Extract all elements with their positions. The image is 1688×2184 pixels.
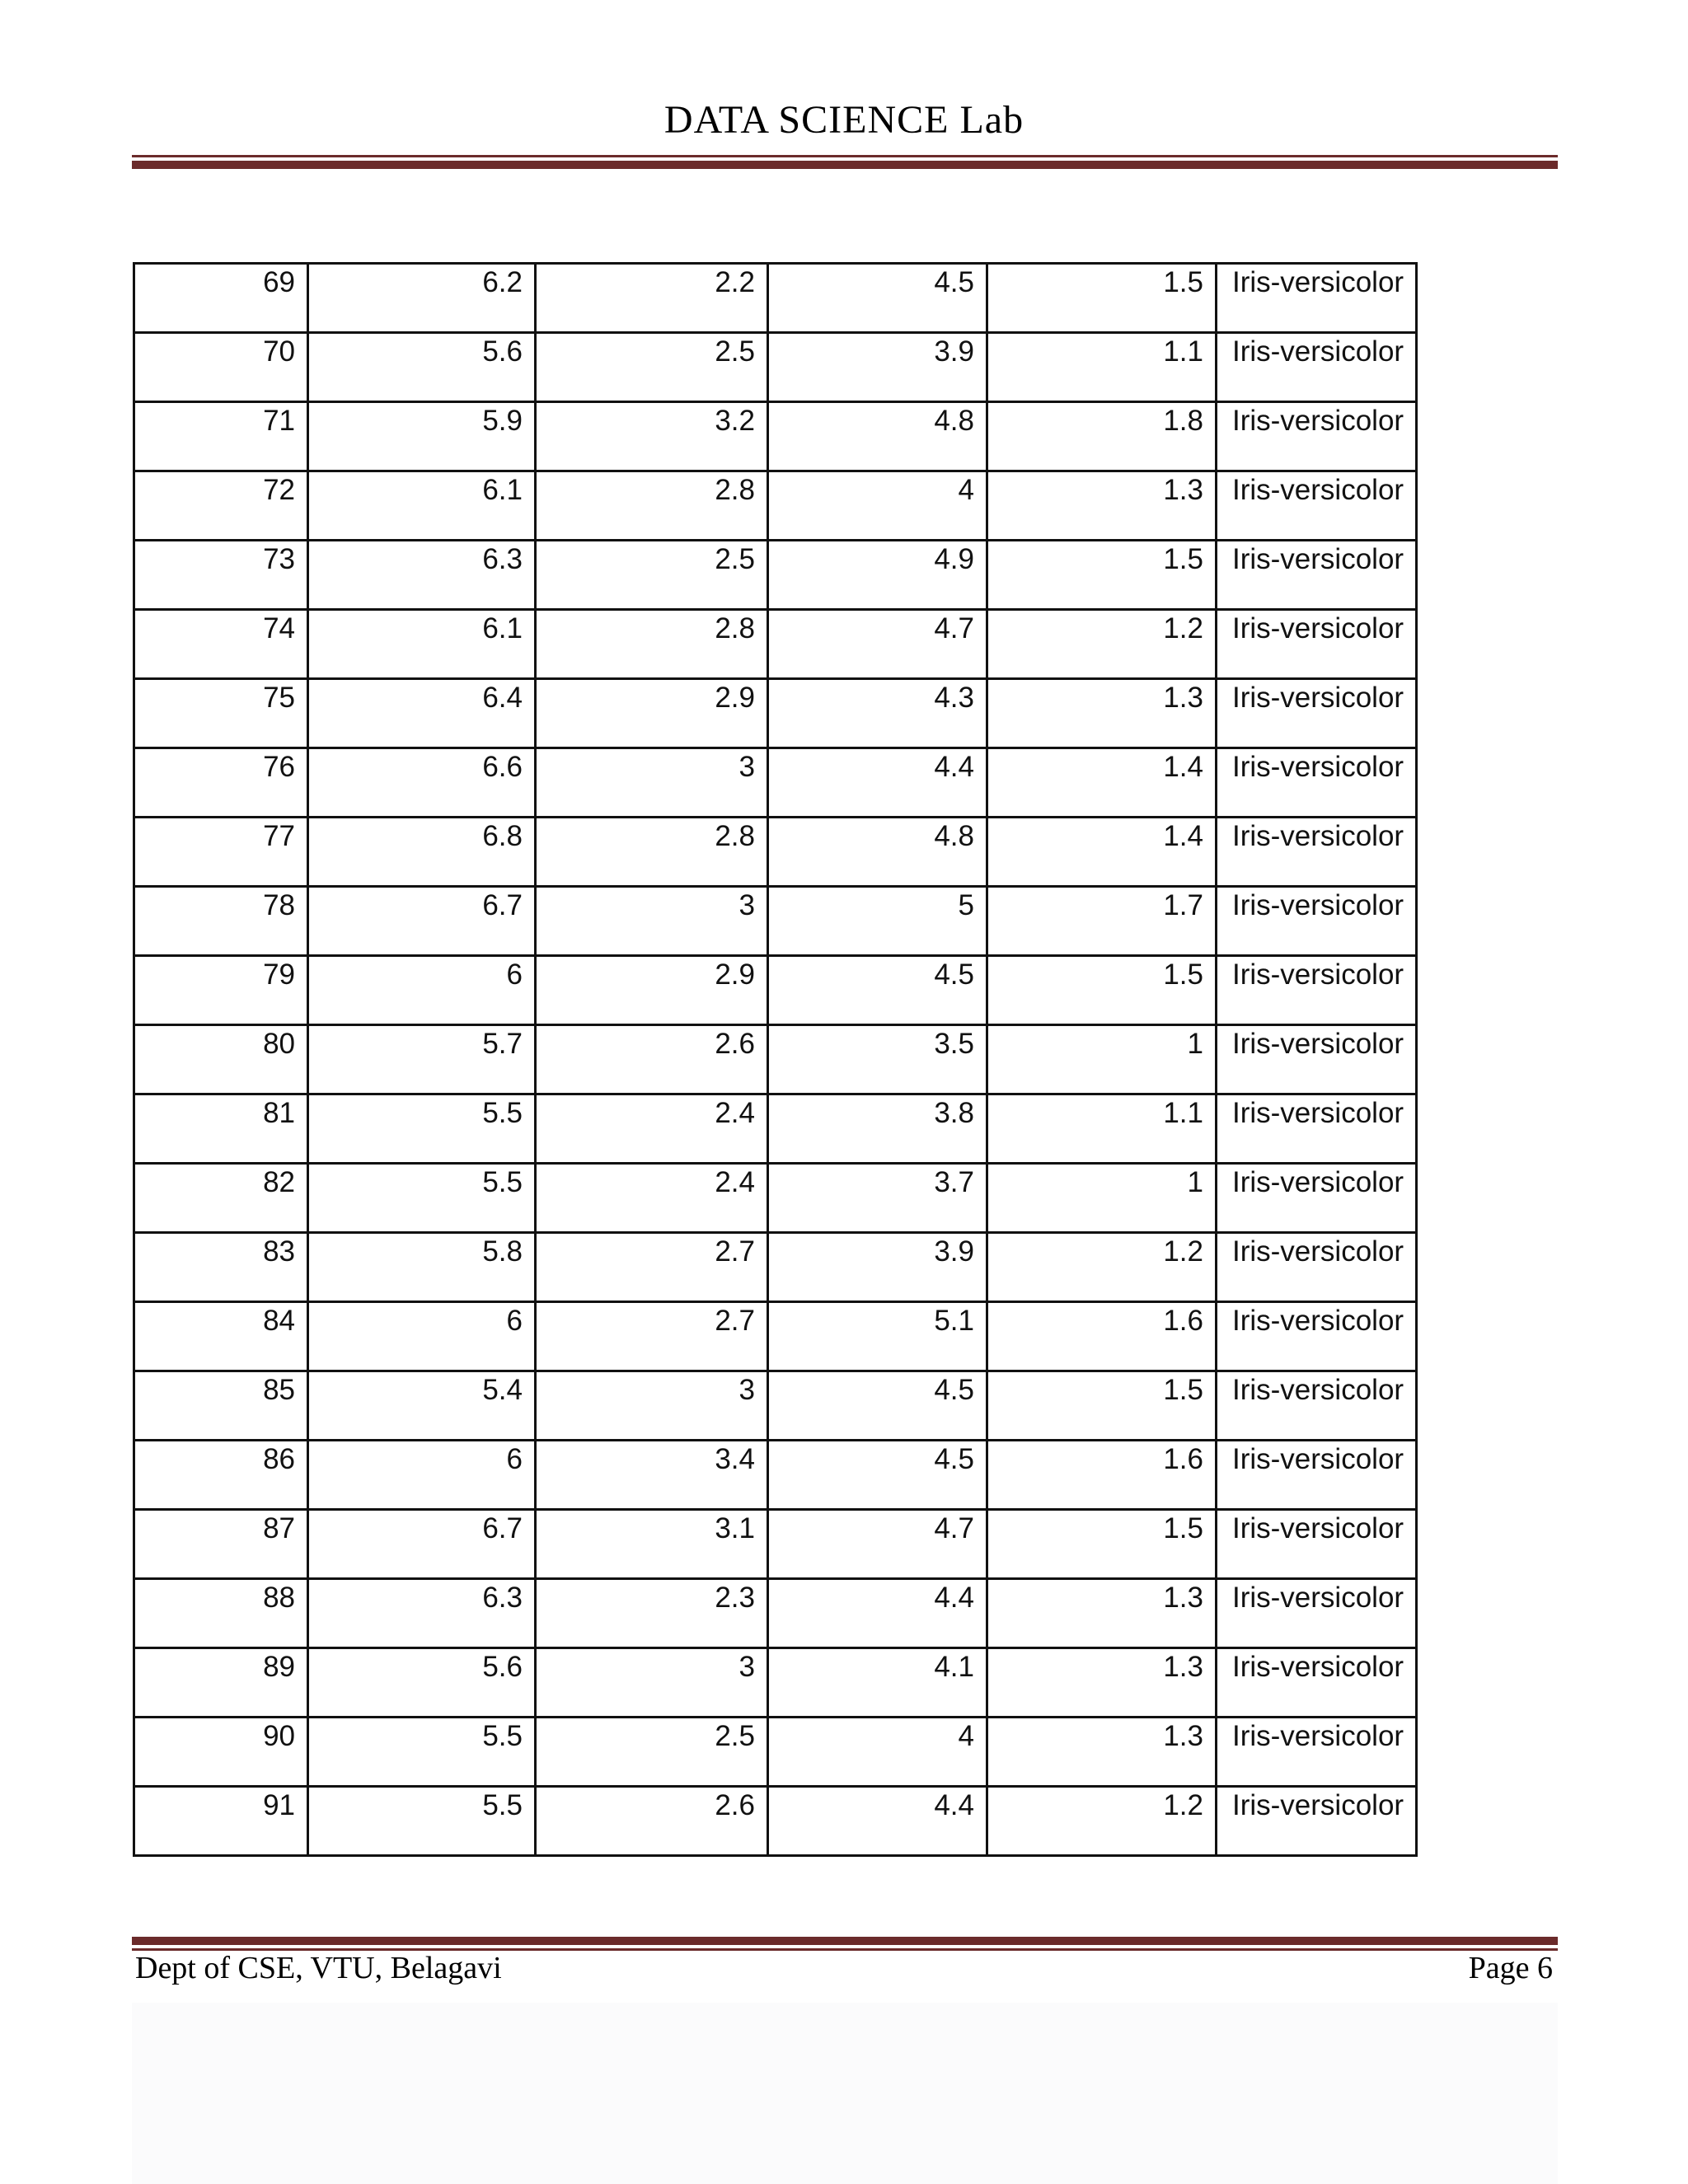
table-row	[134, 748, 1417, 818]
table-row	[134, 1648, 1417, 1718]
species-cell: Iris-versicolor	[1217, 333, 1417, 402]
species-cell: Iris-versicolor	[1217, 1094, 1417, 1164]
petal-length-cell: 4	[768, 471, 987, 541]
row-id-cell: 71	[134, 402, 308, 471]
row-id-cell: 75	[134, 679, 308, 748]
species-cell: Iris-versicolor	[1217, 471, 1417, 541]
sepal-length-cell: 5.9	[308, 402, 536, 471]
sepal-length-cell: 6.1	[308, 471, 536, 541]
petal-width-cell: 1.6	[987, 1441, 1217, 1510]
species-cell: Iris-versicolor	[1217, 1510, 1417, 1579]
species-cell: Iris-versicolor	[1217, 1302, 1417, 1371]
sepal-length-cell: 5.6	[308, 1648, 536, 1718]
petal-width-cell: 1.5	[987, 1510, 1217, 1579]
species-cell: Iris-versicolor	[1217, 818, 1417, 887]
petal-length-cell: 4.5	[768, 264, 987, 333]
sepal-width-cell: 2.4	[536, 1164, 768, 1233]
sepal-width-cell: 3	[536, 1648, 768, 1718]
sepal-length-cell: 6.3	[308, 541, 536, 610]
species-cell: Iris-versicolor	[1217, 887, 1417, 956]
row-id-cell: 91	[134, 1787, 308, 1856]
sepal-width-cell: 2.9	[536, 956, 768, 1025]
table-row	[134, 333, 1417, 402]
sepal-length-cell: 6.1	[308, 610, 536, 679]
petal-width-cell: 1.4	[987, 818, 1217, 887]
petal-length-cell: 5.1	[768, 1302, 987, 1371]
sepal-length-cell: 6.3	[308, 1579, 536, 1648]
table-row	[134, 1371, 1417, 1441]
petal-length-cell: 4.7	[768, 1510, 987, 1579]
sepal-length-cell: 6.7	[308, 1510, 536, 1579]
species-cell: Iris-versicolor	[1217, 679, 1417, 748]
sepal-width-cell: 3	[536, 1371, 768, 1441]
petal-length-cell: 4.8	[768, 818, 987, 887]
sepal-length-cell: 5.5	[308, 1787, 536, 1856]
sepal-length-cell: 5.7	[308, 1025, 536, 1094]
sepal-length-cell: 6	[308, 1302, 536, 1371]
sepal-width-cell: 2.6	[536, 1787, 768, 1856]
sepal-width-cell: 2.5	[536, 541, 768, 610]
footer-department: Dept of CSE, VTU, Belagavi	[135, 1951, 502, 1985]
row-id-cell: 83	[134, 1233, 308, 1302]
table-row	[134, 610, 1417, 679]
petal-width-cell: 1.3	[987, 679, 1217, 748]
petal-length-cell: 4.4	[768, 1787, 987, 1856]
table-row	[134, 1718, 1417, 1787]
sepal-length-cell: 5.5	[308, 1164, 536, 1233]
table-row	[134, 679, 1417, 748]
table-row	[134, 1579, 1417, 1648]
row-id-cell: 84	[134, 1302, 308, 1371]
petal-length-cell: 4.7	[768, 610, 987, 679]
row-id-cell: 81	[134, 1094, 308, 1164]
petal-length-cell: 3.9	[768, 333, 987, 402]
species-cell: Iris-versicolor	[1217, 1371, 1417, 1441]
petal-length-cell: 4.5	[768, 1371, 987, 1441]
petal-length-cell: 3.5	[768, 1025, 987, 1094]
sepal-width-cell: 2.8	[536, 818, 768, 887]
table-row	[134, 541, 1417, 610]
petal-length-cell: 4.1	[768, 1648, 987, 1718]
table-row	[134, 1441, 1417, 1510]
row-id-cell: 77	[134, 818, 308, 887]
footer-page-number: Page 6	[1468, 1951, 1553, 1985]
sepal-width-cell: 3	[536, 748, 768, 818]
sepal-width-cell: 2.7	[536, 1233, 768, 1302]
petal-length-cell: 4.9	[768, 541, 987, 610]
row-id-cell: 72	[134, 471, 308, 541]
row-id-cell: 82	[134, 1164, 308, 1233]
species-cell: Iris-versicolor	[1217, 1579, 1417, 1648]
petal-width-cell: 1.8	[987, 402, 1217, 471]
table-row	[134, 402, 1417, 471]
species-cell: Iris-versicolor	[1217, 1025, 1417, 1094]
sepal-width-cell: 2.4	[536, 1094, 768, 1164]
sepal-length-cell: 5.5	[308, 1718, 536, 1787]
sepal-length-cell: 6.6	[308, 748, 536, 818]
species-cell: Iris-versicolor	[1217, 1787, 1417, 1856]
row-id-cell: 90	[134, 1718, 308, 1787]
species-cell: Iris-versicolor	[1217, 1164, 1417, 1233]
species-cell: Iris-versicolor	[1217, 541, 1417, 610]
petal-width-cell: 1.3	[987, 1579, 1217, 1648]
sepal-length-cell: 6.7	[308, 887, 536, 956]
species-cell: Iris-versicolor	[1217, 1648, 1417, 1718]
header-divider	[132, 155, 1558, 169]
petal-length-cell: 4.3	[768, 679, 987, 748]
row-id-cell: 80	[134, 1025, 308, 1094]
sepal-length-cell: 5.5	[308, 1094, 536, 1164]
sepal-width-cell: 2.8	[536, 610, 768, 679]
petal-width-cell: 1.3	[987, 471, 1217, 541]
row-id-cell: 88	[134, 1579, 308, 1648]
sepal-width-cell: 3	[536, 887, 768, 956]
sepal-length-cell: 6.4	[308, 679, 536, 748]
row-id-cell: 78	[134, 887, 308, 956]
species-cell: Iris-versicolor	[1217, 1718, 1417, 1787]
petal-width-cell: 1.5	[987, 541, 1217, 610]
petal-length-cell: 4.5	[768, 1441, 987, 1510]
petal-width-cell: 1.1	[987, 1094, 1217, 1164]
petal-width-cell: 1.6	[987, 1302, 1217, 1371]
sepal-width-cell: 2.6	[536, 1025, 768, 1094]
species-cell: Iris-versicolor	[1217, 1233, 1417, 1302]
petal-length-cell: 4.8	[768, 402, 987, 471]
petal-length-cell: 3.7	[768, 1164, 987, 1233]
petal-width-cell: 1.3	[987, 1648, 1217, 1718]
petal-length-cell: 4	[768, 1718, 987, 1787]
table-row	[134, 1164, 1417, 1233]
species-cell: Iris-versicolor	[1217, 1441, 1417, 1510]
row-id-cell: 87	[134, 1510, 308, 1579]
sepal-length-cell: 5.8	[308, 1233, 536, 1302]
page-bottom-margin	[132, 2003, 1558, 2184]
sepal-width-cell: 3.2	[536, 402, 768, 471]
row-id-cell: 69	[134, 264, 308, 333]
petal-length-cell: 4.5	[768, 956, 987, 1025]
sepal-width-cell: 2.7	[536, 1302, 768, 1371]
petal-length-cell: 3.8	[768, 1094, 987, 1164]
row-id-cell: 74	[134, 610, 308, 679]
table-row	[134, 471, 1417, 541]
table-row	[134, 956, 1417, 1025]
petal-width-cell: 1.2	[987, 610, 1217, 679]
sepal-length-cell: 6.2	[308, 264, 536, 333]
petal-width-cell: 1.3	[987, 1718, 1217, 1787]
species-cell: Iris-versicolor	[1217, 610, 1417, 679]
row-id-cell: 86	[134, 1441, 308, 1510]
petal-width-cell: 1.5	[987, 956, 1217, 1025]
petal-width-cell: 1	[987, 1164, 1217, 1233]
sepal-length-cell: 6	[308, 956, 536, 1025]
petal-width-cell: 1.2	[987, 1787, 1217, 1856]
species-cell: Iris-versicolor	[1217, 956, 1417, 1025]
petal-length-cell: 4.4	[768, 1579, 987, 1648]
table-row	[134, 1787, 1417, 1856]
table-row	[134, 1025, 1417, 1094]
sepal-width-cell: 3.1	[536, 1510, 768, 1579]
species-cell: Iris-versicolor	[1217, 264, 1417, 333]
row-id-cell: 70	[134, 333, 308, 402]
sepal-width-cell: 2.9	[536, 679, 768, 748]
sepal-length-cell: 5.6	[308, 333, 536, 402]
petal-width-cell: 1.4	[987, 748, 1217, 818]
row-id-cell: 76	[134, 748, 308, 818]
table-row	[134, 1510, 1417, 1579]
row-id-cell: 79	[134, 956, 308, 1025]
petal-width-cell: 1.5	[987, 1371, 1217, 1441]
species-cell: Iris-versicolor	[1217, 402, 1417, 471]
petal-length-cell: 4.4	[768, 748, 987, 818]
petal-width-cell: 1.1	[987, 333, 1217, 402]
iris-data-table	[133, 262, 1418, 1857]
row-id-cell: 85	[134, 1371, 308, 1441]
petal-width-cell: 1.2	[987, 1233, 1217, 1302]
petal-width-cell: 1.7	[987, 887, 1217, 956]
sepal-length-cell: 6	[308, 1441, 536, 1510]
row-id-cell: 89	[134, 1648, 308, 1718]
table-row	[134, 1233, 1417, 1302]
petal-length-cell: 5	[768, 887, 987, 956]
petal-width-cell: 1	[987, 1025, 1217, 1094]
table-row	[134, 818, 1417, 887]
sepal-length-cell: 5.4	[308, 1371, 536, 1441]
petal-width-cell: 1.5	[987, 264, 1217, 333]
species-cell: Iris-versicolor	[1217, 748, 1417, 818]
table-row	[134, 1302, 1417, 1371]
table-row	[134, 1094, 1417, 1164]
table-row	[134, 887, 1417, 956]
sepal-width-cell: 2.3	[536, 1579, 768, 1648]
sepal-width-cell: 2.5	[536, 333, 768, 402]
sepal-width-cell: 2.5	[536, 1718, 768, 1787]
footer-divider	[132, 1937, 1558, 1951]
sepal-width-cell: 2.2	[536, 264, 768, 333]
sepal-width-cell: 3.4	[536, 1441, 768, 1510]
page-title: DATA SCIENCE Lab	[663, 98, 1025, 142]
sepal-width-cell: 2.8	[536, 471, 768, 541]
sepal-length-cell: 6.8	[308, 818, 536, 887]
table-row	[134, 264, 1417, 333]
petal-length-cell: 3.9	[768, 1233, 987, 1302]
row-id-cell: 73	[134, 541, 308, 610]
